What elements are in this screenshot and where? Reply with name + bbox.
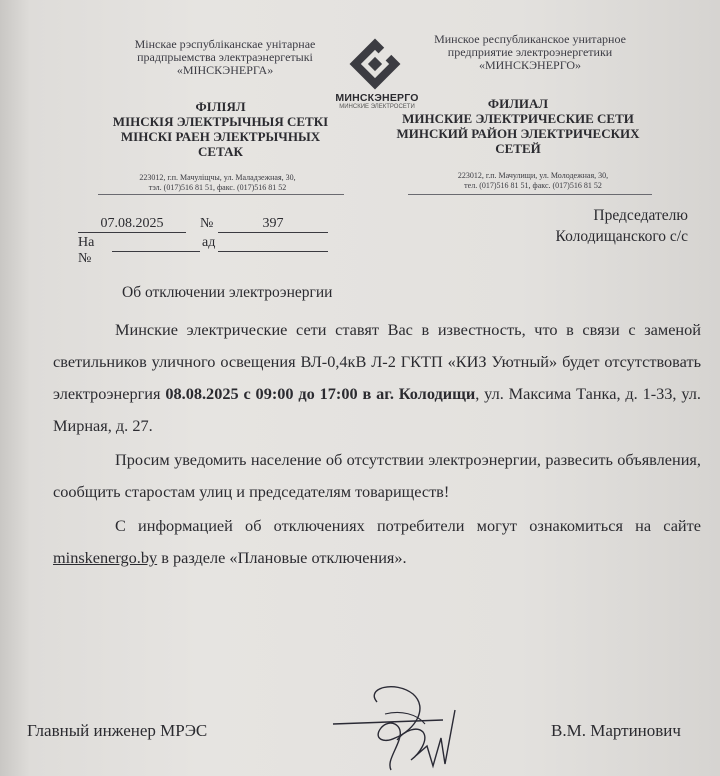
address-line: 223012, г.п. Мачулищи, ул. Молодежная, 30, (457, 171, 609, 180)
org-line: предприятие электроэнергетики (447, 45, 613, 59)
reference-date-blank (218, 235, 328, 252)
branch-line: МИНСКИЕ ЭЛЕКТРИЧЕСКИЕ СЕТИ (402, 111, 634, 126)
branch-line: МІНСКІЯ ЭЛЕКТРЫЧНЫЯ СЕТКІ (112, 114, 329, 129)
reference-label: На № (78, 235, 95, 266)
addressee-line: Колодищанского с/с (555, 228, 688, 245)
logo-subtitle: МИНСКИЕ ЭЛЕКТРОСЕТИ (339, 104, 415, 110)
address-russian (418, 171, 648, 191)
addressee-line: Председателю (593, 207, 688, 224)
logo-wordmark: МИНСКЭНЕРГО (335, 92, 419, 104)
branch-line: МИНСКИЙ РАЙОН ЭЛЕКТРИЧЕСКИХ (396, 126, 640, 141)
addressee (508, 205, 688, 247)
org-name-belarusian (100, 38, 350, 77)
number-label: № (200, 216, 214, 231)
org-line: «МИНСКЭНЕРГО» (478, 58, 582, 72)
header-divider-left (98, 194, 344, 195)
text: , ул. Максима Танка, д. 1-33, ул. Мирная, д. 27. (53, 384, 701, 435)
branch-name-russian (368, 96, 668, 156)
branch-name-belarusian (78, 99, 363, 159)
paragraph-info (53, 510, 701, 574)
letter-subject: Об отключении электроэнергии (122, 284, 333, 301)
paragraph-request: Просим уведомить население об отсутствии электроэнергии, развесить объявления, сообщить старостам улиц и председателям товариществ! (53, 450, 701, 501)
outage-date-location: 08.08.2025 с 09:00 до 17:00 в аг. Колодищи (165, 384, 476, 403)
text: С информацией об отключениях потребители могут ознакомиться на сайте (115, 516, 701, 535)
website-link[interactable]: minskenergo.by (53, 548, 158, 567)
branch-line: СЕТАК (198, 144, 243, 159)
paragraph-outage-notice (53, 314, 701, 442)
signatory-position: Главный инженер МРЭС (27, 721, 208, 740)
reference-number-blank (112, 235, 200, 252)
org-line: Мінскае рэспубліканскае унітарнае (134, 37, 316, 51)
branch-line: ФІЛІЯЛ (195, 99, 246, 114)
header-divider-right (408, 194, 652, 195)
branch-line: ФИЛИАЛ (487, 96, 549, 111)
address-belarusian (100, 173, 335, 193)
document-number: 397 (218, 216, 328, 233)
org-line: «МІНСКЭНЕРГА» (176, 63, 274, 77)
document-date: 07.08.2025 (78, 216, 186, 233)
address-line: 223012, г.п. Мачуліщчы, ул. Маладзежная, 30, (139, 173, 296, 182)
signatory-name: В.М. Мартинович (551, 721, 681, 740)
address-line: тэл. (017)516 81 51, факс. (017)516 81 52 (148, 183, 287, 192)
text: Минские электрические сети ставят Вас в известность, что в связи с заменой светильников уличного освещения ВЛ-0,4кВ Л-2 ГКТП «КИЗ Уютный» будет отсутствовать электроэнергия (53, 320, 701, 403)
reference-from-label: ад (202, 235, 216, 250)
org-line: прадпрыемства электраэнергетыкі (137, 50, 313, 64)
text: в разделе «Плановые отключения». (157, 548, 407, 567)
org-name-russian (390, 33, 670, 72)
org-line: Минское республиканское унитарное (434, 32, 626, 46)
branch-line: МІНСКІ РАЕН ЭЛЕКТРЫЧНЫХ (120, 129, 321, 144)
handwritten-signature-icon (325, 680, 465, 776)
letter-body (53, 314, 701, 574)
branch-line: СЕТЕЙ (495, 141, 541, 156)
address-line: тел. (017)516 81 51, факс. (017)516 81 52 (464, 181, 602, 190)
